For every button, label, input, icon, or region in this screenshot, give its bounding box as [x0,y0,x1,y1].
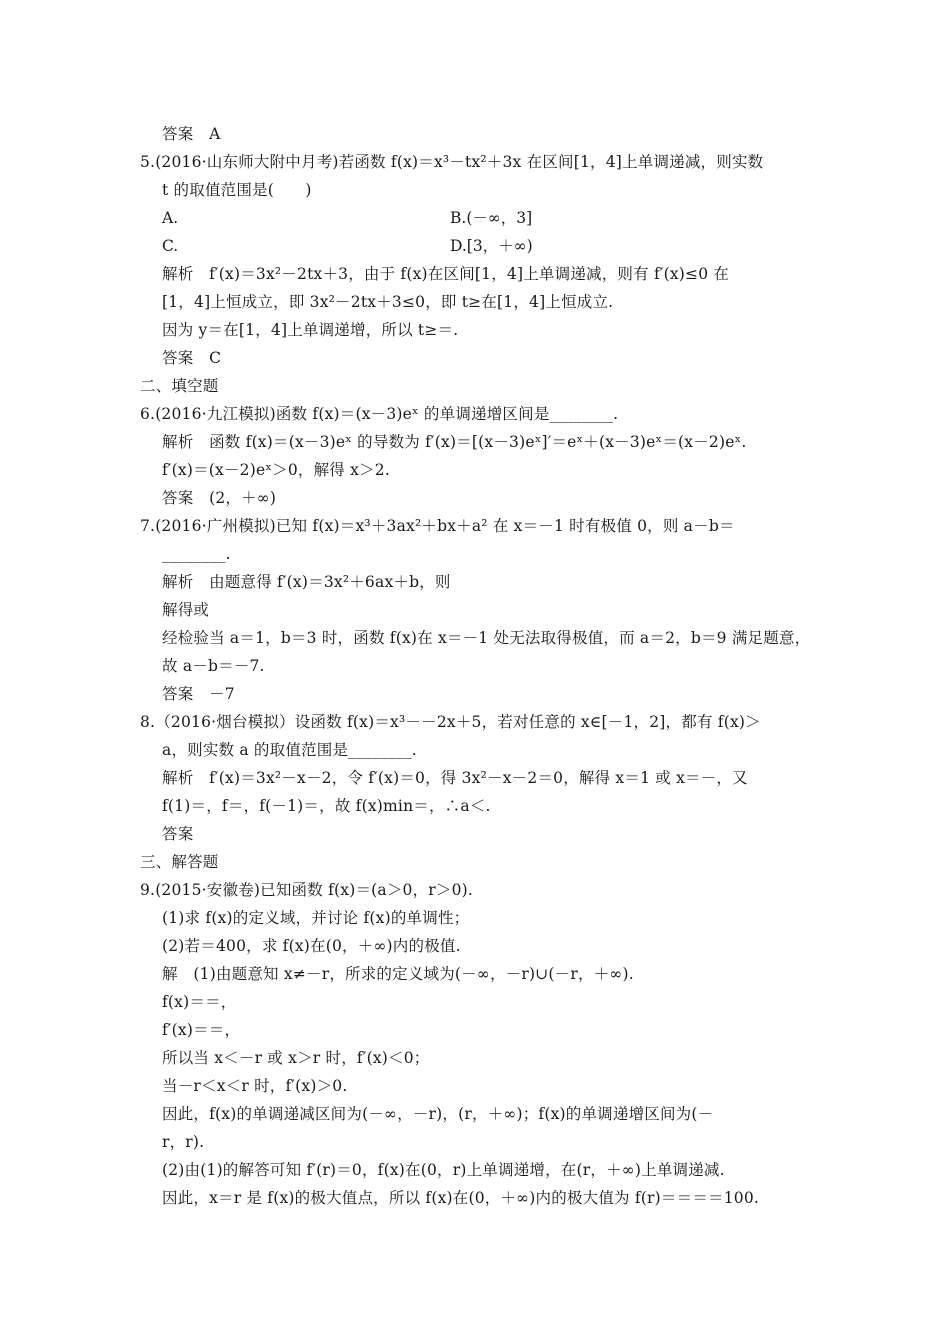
solution-9-max: 因此，x＝r 是 f(x)的极大值点，所以 f(x)在(0，＋∞)内的极大值为 f(r)＝＝＝＝100. [162,1189,760,1207]
answer-8: 答案 [162,825,194,843]
analysis-7-check: 经检验当 a＝1，b＝3 时，函数 f(x)在 x＝－1 处无法取得极值，而 a＝2，b＝9 满足题意， [162,629,811,647]
question-8: 8.（2016·烟台模拟）设函数 f(x)＝x³－－2x＋5，若对任意的 x∈[－1，2]，都有 f(x)＞ [140,713,761,731]
analysis-7: 解析 由题意得 f′(x)＝3x²＋6ax＋b，则 [162,573,451,591]
solution-9-derivative: f′(x)＝＝， [162,1021,241,1039]
option-b: B.(－∞，3] [450,209,533,227]
analysis-8: 解析 f′(x)＝3x²－x－2，令 f′(x)＝0，得 3x²－x－2＝0，解得 x＝1 或 x＝－，又 [162,769,748,787]
option-d: D.[3，＋∞) [450,237,533,255]
answer-7: 答案 －7 [162,685,235,703]
analysis-7-solve: 解得或 [162,601,210,619]
answer-5: 答案 C [162,349,222,367]
question-9: 9.(2015·安徽卷)已知函数 f(x)＝(a＞0，r＞0). [140,881,474,899]
question-9-part1: (1)求 f(x)的定义域，并讨论 f(x)的单调性； [162,909,470,927]
question-7: 7.(2016·广州模拟)已知 f(x)＝x³＋3ax²＋bx＋a² 在 x＝－1 时有极值 0，则 a－b＝ [140,517,735,535]
question-8-cont: a，则实数 a 的取值范围是________. [162,741,417,759]
question-7-cont: ________. [162,545,231,563]
solution-9-increasing: 当－r＜x＜r 时，f′(x)＞0. [162,1077,348,1095]
analysis-5-note: 因为 y＝在[1，4]上单调递增，所以 t≥＝. [162,321,459,339]
solution-9-intervals: 因此，f(x)的单调递减区间为(－∞，－r)，(r，＋∞)；f(x)的单调递增区间为(－ [162,1105,714,1123]
solution-9-decreasing: 所以当 x＜－r 或 x＞r 时，f′(x)＜0； [162,1049,430,1067]
section-fill-in: 二、填空题 [140,377,219,395]
answer-4: 答案 A [162,125,221,143]
solution-9-fx: f(x)＝＝， [162,993,237,1011]
question-5: 5.(2016·山东师大附中月考)若函数 f(x)＝x³－tx²＋3x 在区间[1，4]上单调递减，则实数 [140,153,764,171]
question-5-cont: t 的取值范围是( ) [162,181,312,199]
solution-9-2: (2)由(1)的解答可知 f′(r)＝0，f(x)在(0，r)上单调递增，在(r，＋∞)上单调递减. [162,1161,725,1179]
analysis-6: 解析 函数 f(x)＝(x－3)eˣ 的导数为 f′(x)＝[(x－3)eˣ]′＝eˣ＋(x－3)eˣ＝(x－2)eˣ. [162,433,747,451]
question-9-part2: (2)若＝400，求 f(x)在(0，＋∞)内的极值. [162,937,461,955]
solution-9-intervals-cont: r，r). [162,1133,205,1151]
analysis-7-result: 故 a－b＝－7. [162,657,265,675]
section-solution: 三、解答题 [140,853,219,871]
analysis-8-cont: f(1)＝，f＝，f(－1)＝，故 f(x)min＝，∴a＜. [162,797,491,815]
answer-6: 答案 (2，＋∞) [162,489,277,507]
analysis-5-cont: [1，4]上恒成立，即 3x²－2tx＋3≤0，即 t≥在[1，4]上恒成立. [162,293,614,311]
option-c: C. [162,237,179,255]
question-6: 6.(2016·九江模拟)函数 f(x)＝(x－3)eˣ 的单调递增区间是________. [140,405,619,423]
analysis-5: 解析 f′(x)＝3x²－2tx＋3，由于 f(x)在区间[1，4]上单调递减，则有 f′(x)≤0 在 [162,265,730,283]
analysis-6-cont: f′(x)＝(x－2)eˣ＞0，解得 x＞2. [162,461,390,479]
option-a: A. [162,209,179,227]
solution-9-1: 解 (1)由题意知 x≠－r，所求的定义域为(－∞，－r)∪(－r，＋∞). [162,965,634,983]
